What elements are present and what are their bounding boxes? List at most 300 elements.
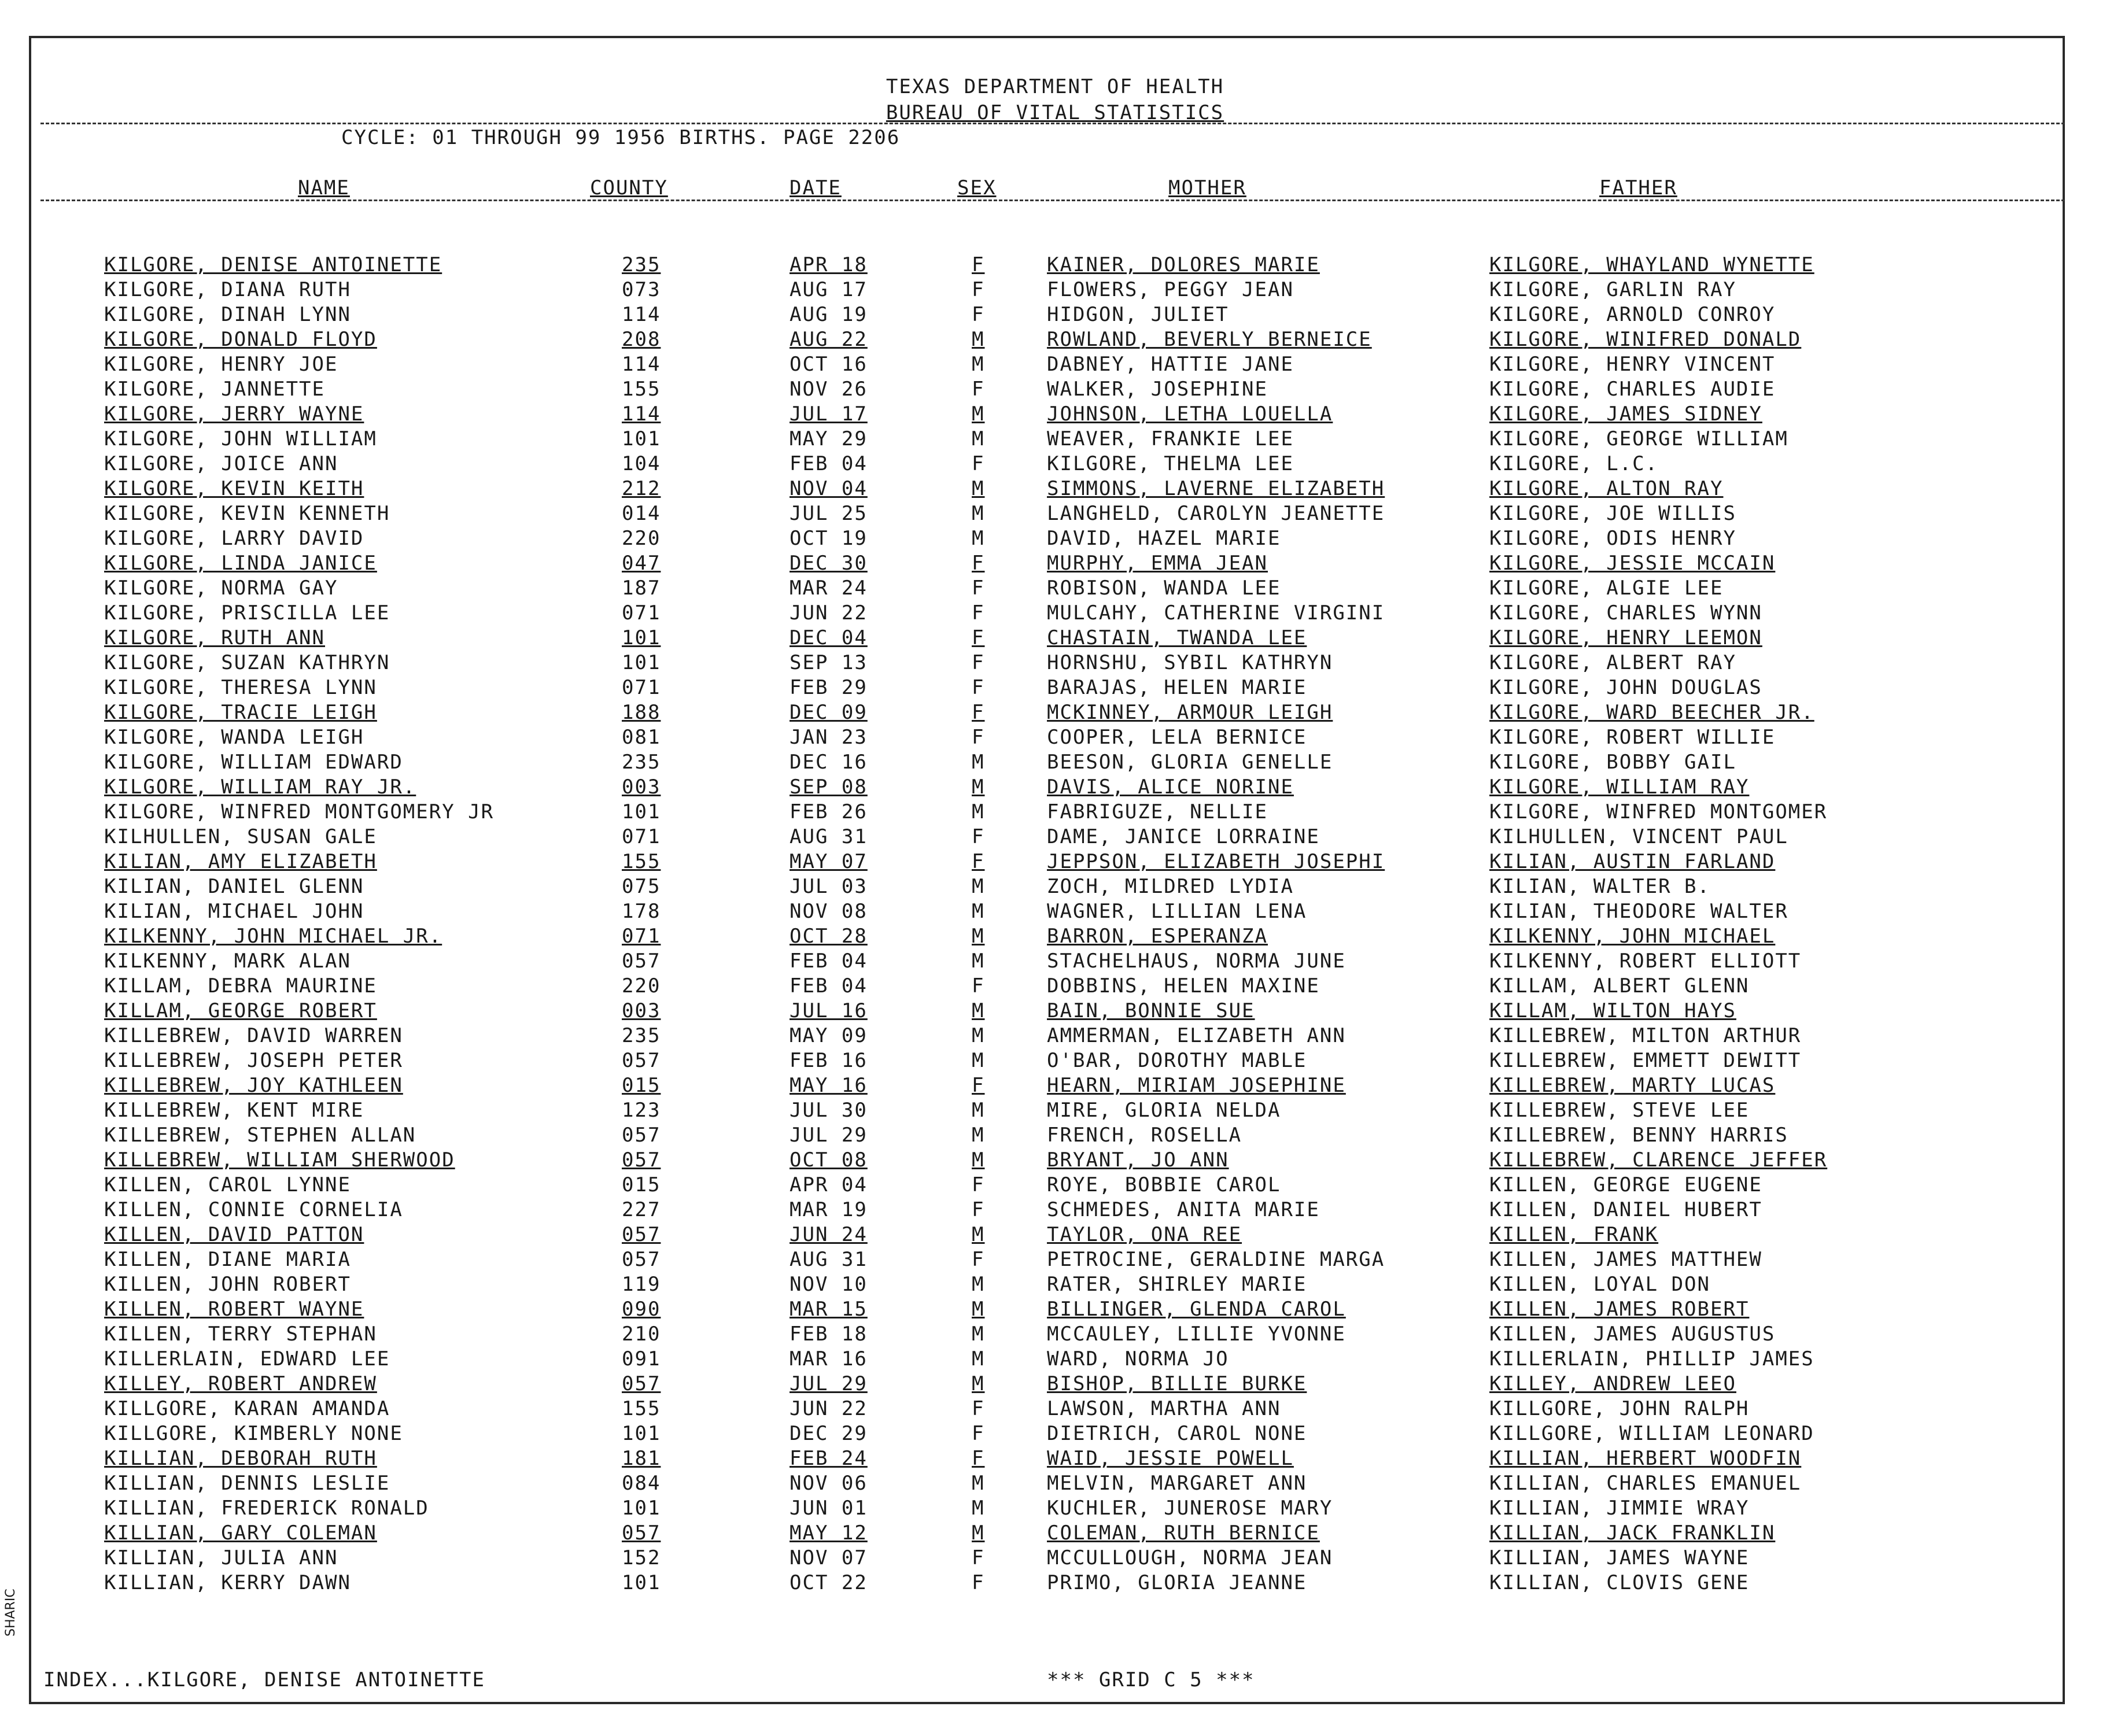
cell-date: DEC 30 bbox=[790, 552, 868, 575]
grid-line: *** GRID C 5 *** bbox=[1047, 1668, 1255, 1691]
records-list bbox=[0, 253, 2110, 1596]
cell-name: KILGORE, LARRY DAVID bbox=[104, 527, 364, 550]
cell-sex: F bbox=[972, 552, 985, 575]
cell-mother: HEARN, MIRIAM JOSEPHINE bbox=[1047, 1074, 1346, 1097]
cell-mother: TAYLOR, ONA REE bbox=[1047, 1223, 1242, 1246]
cell-date: JUN 22 bbox=[790, 1397, 868, 1420]
table-row bbox=[0, 1546, 2110, 1571]
cell-county: 003 bbox=[622, 999, 661, 1022]
cell-county: 101 bbox=[622, 800, 661, 823]
table-row bbox=[0, 875, 2110, 900]
cell-date: AUG 31 bbox=[790, 1248, 868, 1271]
cell-mother: ZOCH, MILDRED LYDIA bbox=[1047, 875, 1294, 898]
cell-father: KILLGORE, WILLIAM LEONARD bbox=[1489, 1422, 1814, 1445]
cell-mother: DAME, JANICE LORRAINE bbox=[1047, 825, 1320, 848]
cell-county: 090 bbox=[622, 1298, 661, 1321]
cell-mother: DAVID, HAZEL MARIE bbox=[1047, 527, 1281, 550]
cell-sex: M bbox=[972, 502, 985, 525]
cell-father: KILGORE, ALTON RAY bbox=[1489, 477, 1724, 500]
cell-county: 123 bbox=[622, 1099, 661, 1122]
cell-father: KILGORE, HENRY LEEMON bbox=[1489, 626, 1762, 649]
cell-date: OCT 19 bbox=[790, 527, 868, 550]
cell-county: 071 bbox=[622, 676, 661, 699]
cell-name: KILGORE, DONALD FLOYD bbox=[104, 328, 377, 351]
cell-name: KILGORE, JERRY WAYNE bbox=[104, 402, 364, 426]
cell-name: KILGORE, WILLIAM EDWARD bbox=[104, 751, 403, 774]
cell-county: 075 bbox=[622, 875, 661, 898]
cell-name: KILGORE, WANDA LEIGH bbox=[104, 726, 364, 749]
table-row bbox=[0, 1173, 2110, 1198]
table-row bbox=[0, 502, 2110, 527]
cell-sex: M bbox=[972, 1347, 985, 1371]
table-row bbox=[0, 751, 2110, 775]
cell-father: KILLEN, JAMES AUGUSTUS bbox=[1489, 1323, 1776, 1346]
cell-mother: PETROCINE, GERALDINE MARGA bbox=[1047, 1248, 1385, 1271]
cell-name: KILLEN, CONNIE CORNELIA bbox=[104, 1198, 403, 1221]
cell-sex: F bbox=[972, 1571, 985, 1594]
cell-mother: HORNSHU, SYBIL KATHRYN bbox=[1047, 651, 1333, 674]
cell-county: 114 bbox=[622, 353, 661, 376]
cell-county: 057 bbox=[622, 1148, 661, 1172]
cell-father: KILLGORE, JOHN RALPH bbox=[1489, 1397, 1750, 1420]
table-row bbox=[0, 1521, 2110, 1546]
cell-mother: MELVIN, MARGARET ANN bbox=[1047, 1472, 1307, 1495]
cell-sex: F bbox=[972, 651, 985, 674]
table-row bbox=[0, 1049, 2110, 1074]
cell-name: KILGORE, RUTH ANN bbox=[104, 626, 325, 649]
cell-name: KILGORE, KEVIN KEITH bbox=[104, 477, 364, 500]
cell-name: KILGORE, LINDA JANICE bbox=[104, 552, 377, 575]
cell-date: MAY 07 bbox=[790, 850, 868, 873]
cell-sex: F bbox=[972, 701, 985, 724]
cell-sex: M bbox=[972, 999, 985, 1022]
cell-father: KILGORE, CHARLES AUDIE bbox=[1489, 378, 1776, 401]
cell-date: NOV 07 bbox=[790, 1546, 868, 1569]
table-row bbox=[0, 1248, 2110, 1273]
cell-name: KILIAN, DANIEL GLENN bbox=[104, 875, 364, 898]
cell-name: KILLEN, CAROL LYNNE bbox=[104, 1173, 351, 1196]
table-row bbox=[0, 427, 2110, 452]
cell-sex: F bbox=[972, 676, 985, 699]
cell-father: KILGORE, JOE WILLIS bbox=[1489, 502, 1736, 525]
table-row bbox=[0, 1571, 2110, 1596]
cell-county: 057 bbox=[622, 1049, 661, 1072]
cell-mother: JEPPSON, ELIZABETH JOSEPHI bbox=[1047, 850, 1385, 873]
cell-county: 101 bbox=[622, 427, 661, 450]
cell-date: JUL 30 bbox=[790, 1099, 868, 1122]
cell-date: DEC 04 bbox=[790, 626, 868, 649]
cell-date: MAR 16 bbox=[790, 1347, 868, 1371]
cell-sex: M bbox=[972, 1298, 985, 1321]
table-row bbox=[0, 552, 2110, 577]
bureau-title: BUREAU OF VITAL STATISTICS bbox=[886, 101, 1224, 124]
cell-county: 220 bbox=[622, 527, 661, 550]
cell-father: KILGORE, WHAYLAND WYNETTE bbox=[1489, 253, 1814, 276]
column-header-mother: MOTHER bbox=[1168, 176, 1246, 200]
cell-father: KILLIAN, JAMES WAYNE bbox=[1489, 1546, 1750, 1569]
cell-sex: M bbox=[972, 353, 985, 376]
cell-father: KILGORE, JESSIE MCCAIN bbox=[1489, 552, 1776, 575]
column-header-father: FATHER bbox=[1599, 176, 1677, 200]
cell-sex: F bbox=[972, 1422, 985, 1445]
cell-mother: JOHNSON, LETHA LOUELLA bbox=[1047, 402, 1333, 426]
table-row bbox=[0, 626, 2110, 651]
cell-father: KILKENNY, JOHN MICHAEL bbox=[1489, 925, 1776, 948]
table-row bbox=[0, 925, 2110, 950]
cell-county: 057 bbox=[622, 1521, 661, 1545]
cell-date: AUG 22 bbox=[790, 328, 868, 351]
cell-sex: M bbox=[972, 1148, 985, 1172]
cell-date: JUL 29 bbox=[790, 1124, 868, 1147]
cell-sex: F bbox=[972, 1198, 985, 1221]
cell-mother: FABRIGUZE, NELLIE bbox=[1047, 800, 1268, 823]
cell-father: KILGORE, WINIFRED DONALD bbox=[1489, 328, 1802, 351]
cell-county: 188 bbox=[622, 701, 661, 724]
cell-date: OCT 22 bbox=[790, 1571, 868, 1594]
cycle-line: CYCLE: 01 THROUGH 99 1956 BIRTHS. PAGE 2206 bbox=[341, 126, 901, 149]
cell-sex: F bbox=[972, 278, 985, 301]
table-row bbox=[0, 974, 2110, 999]
table-row bbox=[0, 1273, 2110, 1298]
cell-name: KILKENNY, JOHN MICHAEL JR. bbox=[104, 925, 442, 948]
cell-date: APR 18 bbox=[790, 253, 868, 276]
cell-sex: F bbox=[972, 601, 985, 625]
cell-sex: F bbox=[972, 825, 985, 848]
cell-name: KILLEN, TERRY STEPHAN bbox=[104, 1323, 377, 1346]
cell-name: KILGORE, JOHN WILLIAM bbox=[104, 427, 377, 450]
index-line: INDEX...KILGORE, DENISE ANTOINETTE bbox=[43, 1668, 485, 1691]
cell-sex: M bbox=[972, 477, 985, 500]
cell-father: KILLEBREW, BENNY HARRIS bbox=[1489, 1124, 1788, 1147]
cell-mother: COOPER, LELA BERNICE bbox=[1047, 726, 1307, 749]
cell-mother: ROYE, BOBBIE CAROL bbox=[1047, 1173, 1281, 1196]
cell-county: 152 bbox=[622, 1546, 661, 1569]
cell-sex: M bbox=[972, 427, 985, 450]
cell-father: KILIAN, AUSTIN FARLAND bbox=[1489, 850, 1776, 873]
cell-date: JUL 29 bbox=[790, 1372, 868, 1395]
cell-mother: WALKER, JOSEPHINE bbox=[1047, 378, 1268, 401]
cell-county: 220 bbox=[622, 974, 661, 998]
cell-sex: M bbox=[972, 1472, 985, 1495]
cell-date: OCT 28 bbox=[790, 925, 868, 948]
cell-date: JUN 01 bbox=[790, 1497, 868, 1520]
cell-father: KILLEY, ANDREW LEEO bbox=[1489, 1372, 1736, 1395]
cell-mother: O'BAR, DOROTHY MABLE bbox=[1047, 1049, 1307, 1072]
cell-date: MAY 16 bbox=[790, 1074, 868, 1097]
cell-date: NOV 26 bbox=[790, 378, 868, 401]
cell-county: 015 bbox=[622, 1173, 661, 1196]
cell-mother: DAVIS, ALICE NORINE bbox=[1047, 775, 1294, 799]
cell-sex: F bbox=[972, 253, 985, 276]
cell-sex: M bbox=[972, 800, 985, 823]
cell-sex: M bbox=[972, 950, 985, 973]
cell-county: 155 bbox=[622, 378, 661, 401]
cell-county: 114 bbox=[622, 402, 661, 426]
table-row bbox=[0, 1472, 2110, 1497]
table-row bbox=[0, 900, 2110, 925]
column-header-name: NAME bbox=[298, 176, 350, 200]
table-row bbox=[0, 800, 2110, 825]
cell-name: KILGORE, DIANA RUTH bbox=[104, 278, 351, 301]
cell-mother: LANGHELD, CAROLYN JEANETTE bbox=[1047, 502, 1385, 525]
cell-date: FEB 04 bbox=[790, 452, 868, 475]
cell-date: APR 04 bbox=[790, 1173, 868, 1196]
cell-county: 101 bbox=[622, 1497, 661, 1520]
table-row bbox=[0, 1223, 2110, 1248]
table-row bbox=[0, 726, 2110, 751]
cell-mother: RATER, SHIRLEY MARIE bbox=[1047, 1273, 1307, 1296]
cell-mother: HIDGON, JULIET bbox=[1047, 303, 1229, 326]
cell-name: KILLAM, DEBRA MAURINE bbox=[104, 974, 377, 998]
cell-father: KILGORE, ALGIE LEE bbox=[1489, 577, 1724, 600]
table-row bbox=[0, 950, 2110, 974]
cell-father: KILGORE, JAMES SIDNEY bbox=[1489, 402, 1762, 426]
cell-county: 047 bbox=[622, 552, 661, 575]
cell-father: KILGORE, ROBERT WILLIE bbox=[1489, 726, 1776, 749]
cell-sex: M bbox=[972, 1497, 985, 1520]
cell-name: KILLIAN, JULIA ANN bbox=[104, 1546, 338, 1569]
cell-county: 071 bbox=[622, 601, 661, 625]
cell-father: KILGORE, ALBERT RAY bbox=[1489, 651, 1736, 674]
cell-county: 015 bbox=[622, 1074, 661, 1097]
table-row bbox=[0, 378, 2110, 402]
cell-father: KILLIAN, HERBERT WOODFIN bbox=[1489, 1447, 1802, 1470]
table-row bbox=[0, 353, 2110, 378]
table-row bbox=[0, 1397, 2110, 1422]
cell-sex: M bbox=[972, 527, 985, 550]
cell-father: KILLEN, JAMES MATTHEW bbox=[1489, 1248, 1762, 1271]
cell-father: KILGORE, ODIS HENRY bbox=[1489, 527, 1736, 550]
cell-sex: M bbox=[972, 402, 985, 426]
column-header-date: DATE bbox=[790, 176, 842, 200]
cell-mother: WAGNER, LILLIAN LENA bbox=[1047, 900, 1307, 923]
cell-county: 084 bbox=[622, 1472, 661, 1495]
cell-father: KILGORE, GARLIN RAY bbox=[1489, 278, 1736, 301]
cell-sex: M bbox=[972, 328, 985, 351]
cell-father: KILKENNY, ROBERT ELLIOTT bbox=[1489, 950, 1802, 973]
cell-father: KILIAN, THEODORE WALTER bbox=[1489, 900, 1788, 923]
cell-name: KILGORE, SUZAN KATHRYN bbox=[104, 651, 390, 674]
cell-sex: M bbox=[972, 1323, 985, 1346]
cell-father: KILGORE, CHARLES WYNN bbox=[1489, 601, 1762, 625]
table-row bbox=[0, 1099, 2110, 1124]
cell-father: KILLEN, FRANK bbox=[1489, 1223, 1659, 1246]
side-mark: SHARIC bbox=[3, 1589, 18, 1637]
cell-sex: M bbox=[972, 1372, 985, 1395]
cell-father: KILGORE, JOHN DOUGLAS bbox=[1489, 676, 1762, 699]
cell-father: KILGORE, WINFRED MONTGOMER bbox=[1489, 800, 1828, 823]
cell-county: 071 bbox=[622, 825, 661, 848]
cell-sex: F bbox=[972, 1248, 985, 1271]
table-row bbox=[0, 328, 2110, 353]
cell-father: KILGORE, ARNOLD CONROY bbox=[1489, 303, 1776, 326]
cell-county: 181 bbox=[622, 1447, 661, 1470]
cell-father: KILLEBREW, MILTON ARTHUR bbox=[1489, 1024, 1802, 1047]
cell-name: KILLIAN, FREDERICK RONALD bbox=[104, 1497, 429, 1520]
cell-name: KILLEBREW, WILLIAM SHERWOOD bbox=[104, 1148, 455, 1172]
cell-mother: LAWSON, MARTHA ANN bbox=[1047, 1397, 1281, 1420]
column-header-county: COUNTY bbox=[590, 176, 668, 200]
cell-name: KILGORE, THERESA LYNN bbox=[104, 676, 377, 699]
cell-sex: M bbox=[972, 751, 985, 774]
cell-name: KILLAM, GEORGE ROBERT bbox=[104, 999, 377, 1022]
cell-name: KILLGORE, KARAN AMANDA bbox=[104, 1397, 390, 1420]
cell-county: 003 bbox=[622, 775, 661, 799]
agency-title: TEXAS DEPARTMENT OF HEALTH bbox=[886, 75, 1224, 98]
cell-county: 208 bbox=[622, 328, 661, 351]
cell-father: KILLEBREW, MARTY LUCAS bbox=[1489, 1074, 1776, 1097]
cell-father: KILLIAN, CHARLES EMANUEL bbox=[1489, 1472, 1802, 1495]
table-row bbox=[0, 1124, 2110, 1148]
cell-name: KILIAN, AMY ELIZABETH bbox=[104, 850, 377, 873]
cell-father: KILLERLAIN, PHILLIP JAMES bbox=[1489, 1347, 1814, 1371]
cell-date: JUN 24 bbox=[790, 1223, 868, 1246]
cell-name: KILGORE, WINFRED MONTGOMERY JR bbox=[104, 800, 495, 823]
cell-sex: F bbox=[972, 577, 985, 600]
table-row bbox=[0, 1298, 2110, 1323]
cell-county: 187 bbox=[622, 577, 661, 600]
table-row bbox=[0, 527, 2110, 552]
cell-sex: F bbox=[972, 1173, 985, 1196]
cell-date: MAY 12 bbox=[790, 1521, 868, 1545]
cell-county: 210 bbox=[622, 1323, 661, 1346]
cell-date: FEB 04 bbox=[790, 950, 868, 973]
cell-name: KILLEBREW, STEPHEN ALLAN bbox=[104, 1124, 416, 1147]
table-row bbox=[0, 676, 2110, 701]
table-row bbox=[0, 303, 2110, 328]
cell-father: KILGORE, HENRY VINCENT bbox=[1489, 353, 1776, 376]
cell-name: KILKENNY, MARK ALAN bbox=[104, 950, 351, 973]
cell-date: AUG 31 bbox=[790, 825, 868, 848]
cell-mother: ROWLAND, BEVERLY BERNEICE bbox=[1047, 328, 1372, 351]
cell-county: 235 bbox=[622, 1024, 661, 1047]
cell-date: DEC 29 bbox=[790, 1422, 868, 1445]
table-row bbox=[0, 402, 2110, 427]
cell-county: 057 bbox=[622, 1248, 661, 1271]
cell-mother: BEESON, GLORIA GENELLE bbox=[1047, 751, 1333, 774]
table-row bbox=[0, 1422, 2110, 1447]
cell-sex: M bbox=[972, 925, 985, 948]
column-header-rule bbox=[40, 200, 2065, 201]
cell-mother: COLEMAN, RUTH BERNICE bbox=[1047, 1521, 1320, 1545]
cell-sex: M bbox=[972, 1124, 985, 1147]
table-row bbox=[0, 775, 2110, 800]
cell-county: 057 bbox=[622, 1223, 661, 1246]
cell-date: FEB 29 bbox=[790, 676, 868, 699]
table-row bbox=[0, 1347, 2110, 1372]
cell-name: KILGORE, PRISCILLA LEE bbox=[104, 601, 390, 625]
cell-date: JAN 23 bbox=[790, 726, 868, 749]
cell-sex: F bbox=[972, 1397, 985, 1420]
cell-name: KILGORE, WILLIAM RAY JR. bbox=[104, 775, 416, 799]
cell-county: 057 bbox=[622, 950, 661, 973]
cell-date: FEB 26 bbox=[790, 800, 868, 823]
cell-date: SEP 08 bbox=[790, 775, 868, 799]
cell-name: KILLEN, ROBERT WAYNE bbox=[104, 1298, 364, 1321]
cell-county: 101 bbox=[622, 1422, 661, 1445]
cell-sex: F bbox=[972, 1074, 985, 1097]
table-row bbox=[0, 651, 2110, 676]
cell-date: SEP 13 bbox=[790, 651, 868, 674]
cell-county: 212 bbox=[622, 477, 661, 500]
cell-county: 235 bbox=[622, 751, 661, 774]
cell-date: MAR 15 bbox=[790, 1298, 868, 1321]
cell-date: DEC 16 bbox=[790, 751, 868, 774]
cell-mother: WARD, NORMA JO bbox=[1047, 1347, 1229, 1371]
cell-sex: F bbox=[972, 1546, 985, 1569]
cell-mother: MCKINNEY, ARMOUR LEIGH bbox=[1047, 701, 1333, 724]
cell-father: KILLEN, LOYAL DON bbox=[1489, 1273, 1710, 1296]
cell-name: KILGORE, NORMA GAY bbox=[104, 577, 338, 600]
cell-mother: MCCAULEY, LILLIE YVONNE bbox=[1047, 1323, 1346, 1346]
cell-county: 073 bbox=[622, 278, 661, 301]
cell-county: 057 bbox=[622, 1372, 661, 1395]
cell-date: OCT 08 bbox=[790, 1148, 868, 1172]
cell-date: MAY 09 bbox=[790, 1024, 868, 1047]
cell-father: KILIAN, WALTER B. bbox=[1489, 875, 1710, 898]
cell-mother: DABNEY, HATTIE JANE bbox=[1047, 353, 1294, 376]
cell-name: KILGORE, HENRY JOE bbox=[104, 353, 338, 376]
cell-county: 104 bbox=[622, 452, 661, 475]
cell-date: AUG 17 bbox=[790, 278, 868, 301]
table-row bbox=[0, 1372, 2110, 1397]
table-row bbox=[0, 1148, 2110, 1173]
cell-name: KILLEBREW, DAVID WARREN bbox=[104, 1024, 403, 1047]
table-row bbox=[0, 850, 2110, 875]
cell-father: KILLEN, DANIEL HUBERT bbox=[1489, 1198, 1762, 1221]
cell-sex: F bbox=[972, 303, 985, 326]
cell-sex: M bbox=[972, 1099, 985, 1122]
cell-date: JUL 16 bbox=[790, 999, 868, 1022]
cell-father: KILLIAN, JACK FRANKLIN bbox=[1489, 1521, 1776, 1545]
cell-name: KILLIAN, KERRY DAWN bbox=[104, 1571, 351, 1594]
table-row bbox=[0, 452, 2110, 477]
cell-name: KILGORE, JANNETTE bbox=[104, 378, 325, 401]
cell-name: KILLGORE, KIMBERLY NONE bbox=[104, 1422, 403, 1445]
cell-mother: BILLINGER, GLENDA CAROL bbox=[1047, 1298, 1346, 1321]
cell-sex: M bbox=[972, 1273, 985, 1296]
cell-mother: MULCAHY, CATHERINE VIRGINI bbox=[1047, 601, 1385, 625]
cell-mother: ROBISON, WANDA LEE bbox=[1047, 577, 1281, 600]
cell-sex: M bbox=[972, 1521, 985, 1545]
cell-county: 119 bbox=[622, 1273, 661, 1296]
table-row bbox=[0, 701, 2110, 726]
cell-mother: DOBBINS, HELEN MAXINE bbox=[1047, 974, 1320, 998]
cell-mother: WAID, JESSIE POWELL bbox=[1047, 1447, 1294, 1470]
table-row bbox=[0, 253, 2110, 278]
cell-name: KILLIAN, DEBORAH RUTH bbox=[104, 1447, 377, 1470]
cell-county: 091 bbox=[622, 1347, 661, 1371]
cell-mother: SCHMEDES, ANITA MARIE bbox=[1047, 1198, 1320, 1221]
cell-name: KILLEBREW, JOSEPH PETER bbox=[104, 1049, 403, 1072]
cell-sex: M bbox=[972, 1024, 985, 1047]
table-row bbox=[0, 825, 2110, 850]
cell-father: KILGORE, BOBBY GAIL bbox=[1489, 751, 1736, 774]
cell-mother: CHASTAIN, TWANDA LEE bbox=[1047, 626, 1307, 649]
cell-father: KILGORE, WILLIAM RAY bbox=[1489, 775, 1750, 799]
cell-county: 101 bbox=[622, 626, 661, 649]
cell-county: 114 bbox=[622, 303, 661, 326]
cell-date: DEC 09 bbox=[790, 701, 868, 724]
cell-father: KILLEN, GEORGE EUGENE bbox=[1489, 1173, 1762, 1196]
header-rule bbox=[40, 123, 2065, 124]
cell-name: KILGORE, TRACIE LEIGH bbox=[104, 701, 377, 724]
cell-sex: M bbox=[972, 900, 985, 923]
cell-father: KILLAM, ALBERT GLENN bbox=[1489, 974, 1750, 998]
table-row bbox=[0, 577, 2110, 601]
cell-mother: KAINER, DOLORES MARIE bbox=[1047, 253, 1320, 276]
table-row bbox=[0, 601, 2110, 626]
